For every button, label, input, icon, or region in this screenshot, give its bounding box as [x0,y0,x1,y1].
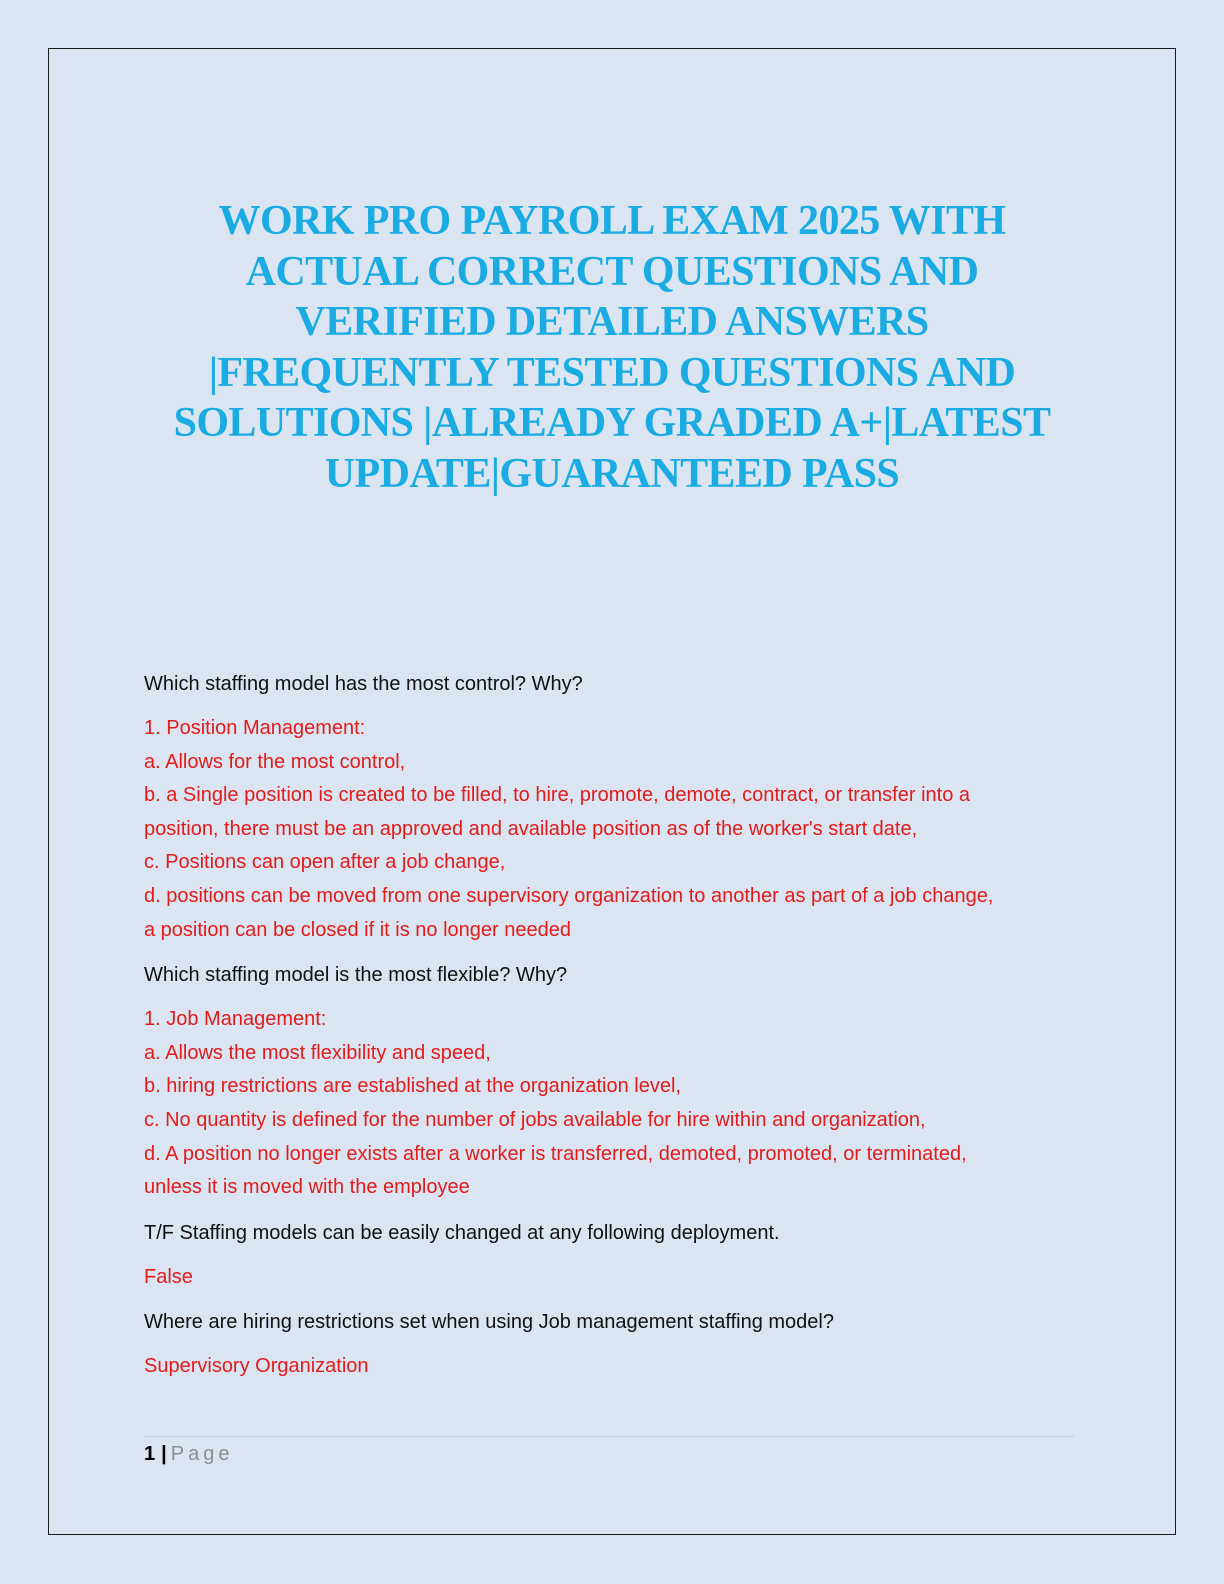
title-line: WORK PRO PAYROLL EXAM 2025 WITH [218,198,1006,244]
title-line: VERIFIED DETAILED ANSWERS [295,299,929,345]
answer-line: 1. Position Management: [144,717,366,739]
title-line: |FREQUENTLY TESTED QUESTIONS AND [208,349,1016,396]
answer-line: Supervisory Organization [144,1355,369,1378]
page-footer [144,1441,233,1467]
answer-line: a position can be closed if it is no longer needed [144,918,571,941]
qa-content [144,672,1084,1400]
answer-line: a. Allows for the most control, [144,750,406,773]
answer-4 [144,1350,1084,1384]
answer-line: unless it is moved with the employee [144,1176,470,1199]
page-label: Page [170,1443,234,1465]
footer-separator: | [161,1443,167,1465]
answer-line: 1. Job Management: [144,1008,327,1031]
title-line: SOLUTIONS |ALREADY GRADED A+|LATEST [173,400,1051,446]
question-1: Which staffing model has the most control? Why? [144,673,583,695]
question-2: Which staffing model is the most flexible? Why? [144,964,568,987]
title-line: UPDATE|GUARANTEED PASS [324,450,900,497]
answer-line: d. A position no longer exists after a worker is transferred, demoted, promoted, or terminated, [144,1142,967,1165]
title-line: ACTUAL CORRECT QUESTIONS AND [245,248,979,295]
answer-3 [144,1261,1084,1295]
answer-line: a. Allows the most flexibility and speed, [144,1041,491,1064]
answer-line: b. a Single position is created to be filled, to hire, promote, demote, contract, or transfer into a [144,784,970,807]
answer-line: c. No quantity is defined for the number of jobs available for hire within and organization, [144,1108,926,1131]
answer-line: False [144,1265,193,1288]
footer-divider [144,1436,1074,1437]
answer-line: b. hiring restrictions are established at the organization level, [144,1075,681,1098]
document-title [140,196,1084,499]
answer-1 [144,712,1084,947]
answer-line: position, there must be an approved and available position as of the worker's start date, [144,817,918,840]
answer-line: d. positions can be moved from one supervisory organization to another as part of a job change, [144,884,994,907]
question-4: Where are hiring restrictions set when using Job management staffing model? [144,1311,834,1334]
question-3: T/F Staffing models can be easily changed at any following deployment. [144,1221,780,1244]
answer-line: c. Positions can open after a job change, [144,851,506,874]
page-number: 1 [144,1443,156,1465]
answer-2 [144,1003,1084,1205]
